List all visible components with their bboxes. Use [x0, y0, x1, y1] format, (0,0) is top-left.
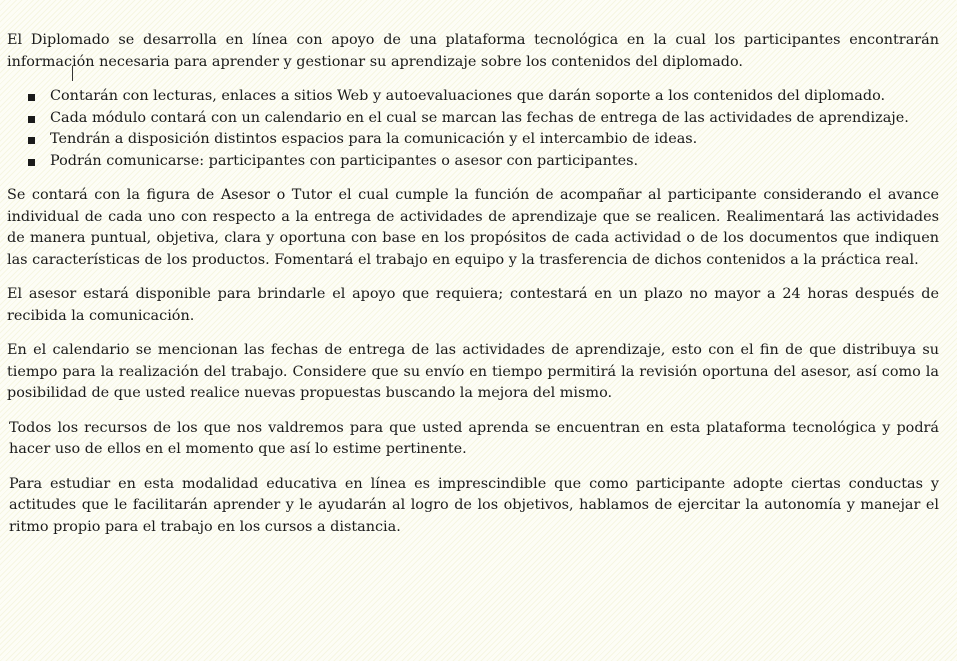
resources-paragraph: Todos los recursos de los que nos valdremos para que usted aprenda se encuentran en esta plataforma tecnológica y podrá hacer uso de ellos en el momento que así lo estime pertinente.: [9, 419, 939, 457]
features-list: [7, 86, 939, 172]
list-item: [7, 108, 939, 130]
list-item: [7, 129, 939, 151]
square-bullet-icon: [28, 137, 35, 144]
square-bullet-icon: [28, 116, 35, 123]
list-item-text: Cada módulo contará con un calendario en el cual se marcan las fechas de entrega de las actividades de aprendizaje.: [50, 109, 909, 126]
study-paragraph: Para estudiar en esta modalidad educativa en línea es imprescindible que como participante adopte ciertas conductas y actitudes que le facilitarán aprender y le ayudarán al logro de los objetivos, hablamos de ejercitar la autonomía y manejar el ritmo propio para el trabajo en los cursos a distancia.: [9, 475, 939, 535]
square-bullet-icon: [28, 94, 35, 101]
list-item-text: Podrán comunicarse: participantes con participantes o asesor con participantes.: [50, 152, 639, 169]
list-item-text: Contarán con lecturas, enlaces a sitios Web y autoevaluaciones que darán soporte a los contenidos del diplomado.: [50, 88, 886, 104]
square-bullet-icon: [28, 159, 35, 166]
intro-paragraph: El Diplomado se desarrolla en línea con apoyo de una plataforma tecnológica en la cual los participantes encontrarán información necesaria para aprender y gestionar su aprendizaje sobre los contenidos del diplomado.: [7, 32, 939, 70]
document-body: [7, 30, 939, 551]
calendar-paragraph: En el calendario se mencionan las fechas de entrega de las actividades de aprendizaje, esto con el fin de que distribuya su tiempo para la realización del trabajo. Considere que su envío en tiempo permitirá la revisión oportuna del asesor, así como la posibilidad de que usted realice nuevas propuestas buscando la mejora del mismo.: [7, 342, 939, 401]
list-item: [7, 86, 939, 108]
list-item-text: Tendrán a disposición distintos espacios para la comunicación y el intercambio de ideas.: [50, 131, 698, 147]
list-item: [7, 151, 939, 173]
asesor-paragraph: Se contará con la figura de Asesor o Tutor el cual cumple la función de acompañar al participante considerando el avance individual de cada uno con respecto a la entrega de actividades de aprendizaje que se realicen. Realimentará las actividades de manera puntual, objetiva, clara y oportuna con base en los propósitos de cada actividad o de los documentos que indiquen las características de los productos. Fomentará el trabajo en equipo y la trasferencia de dichos contenidos a la práctica real.: [7, 187, 939, 268]
availability-paragraph: El asesor estará disponible para brindarle el apoyo que requiera; contestará en un plazo no mayor a 24 horas después de recibida la comunicación.: [7, 286, 939, 324]
